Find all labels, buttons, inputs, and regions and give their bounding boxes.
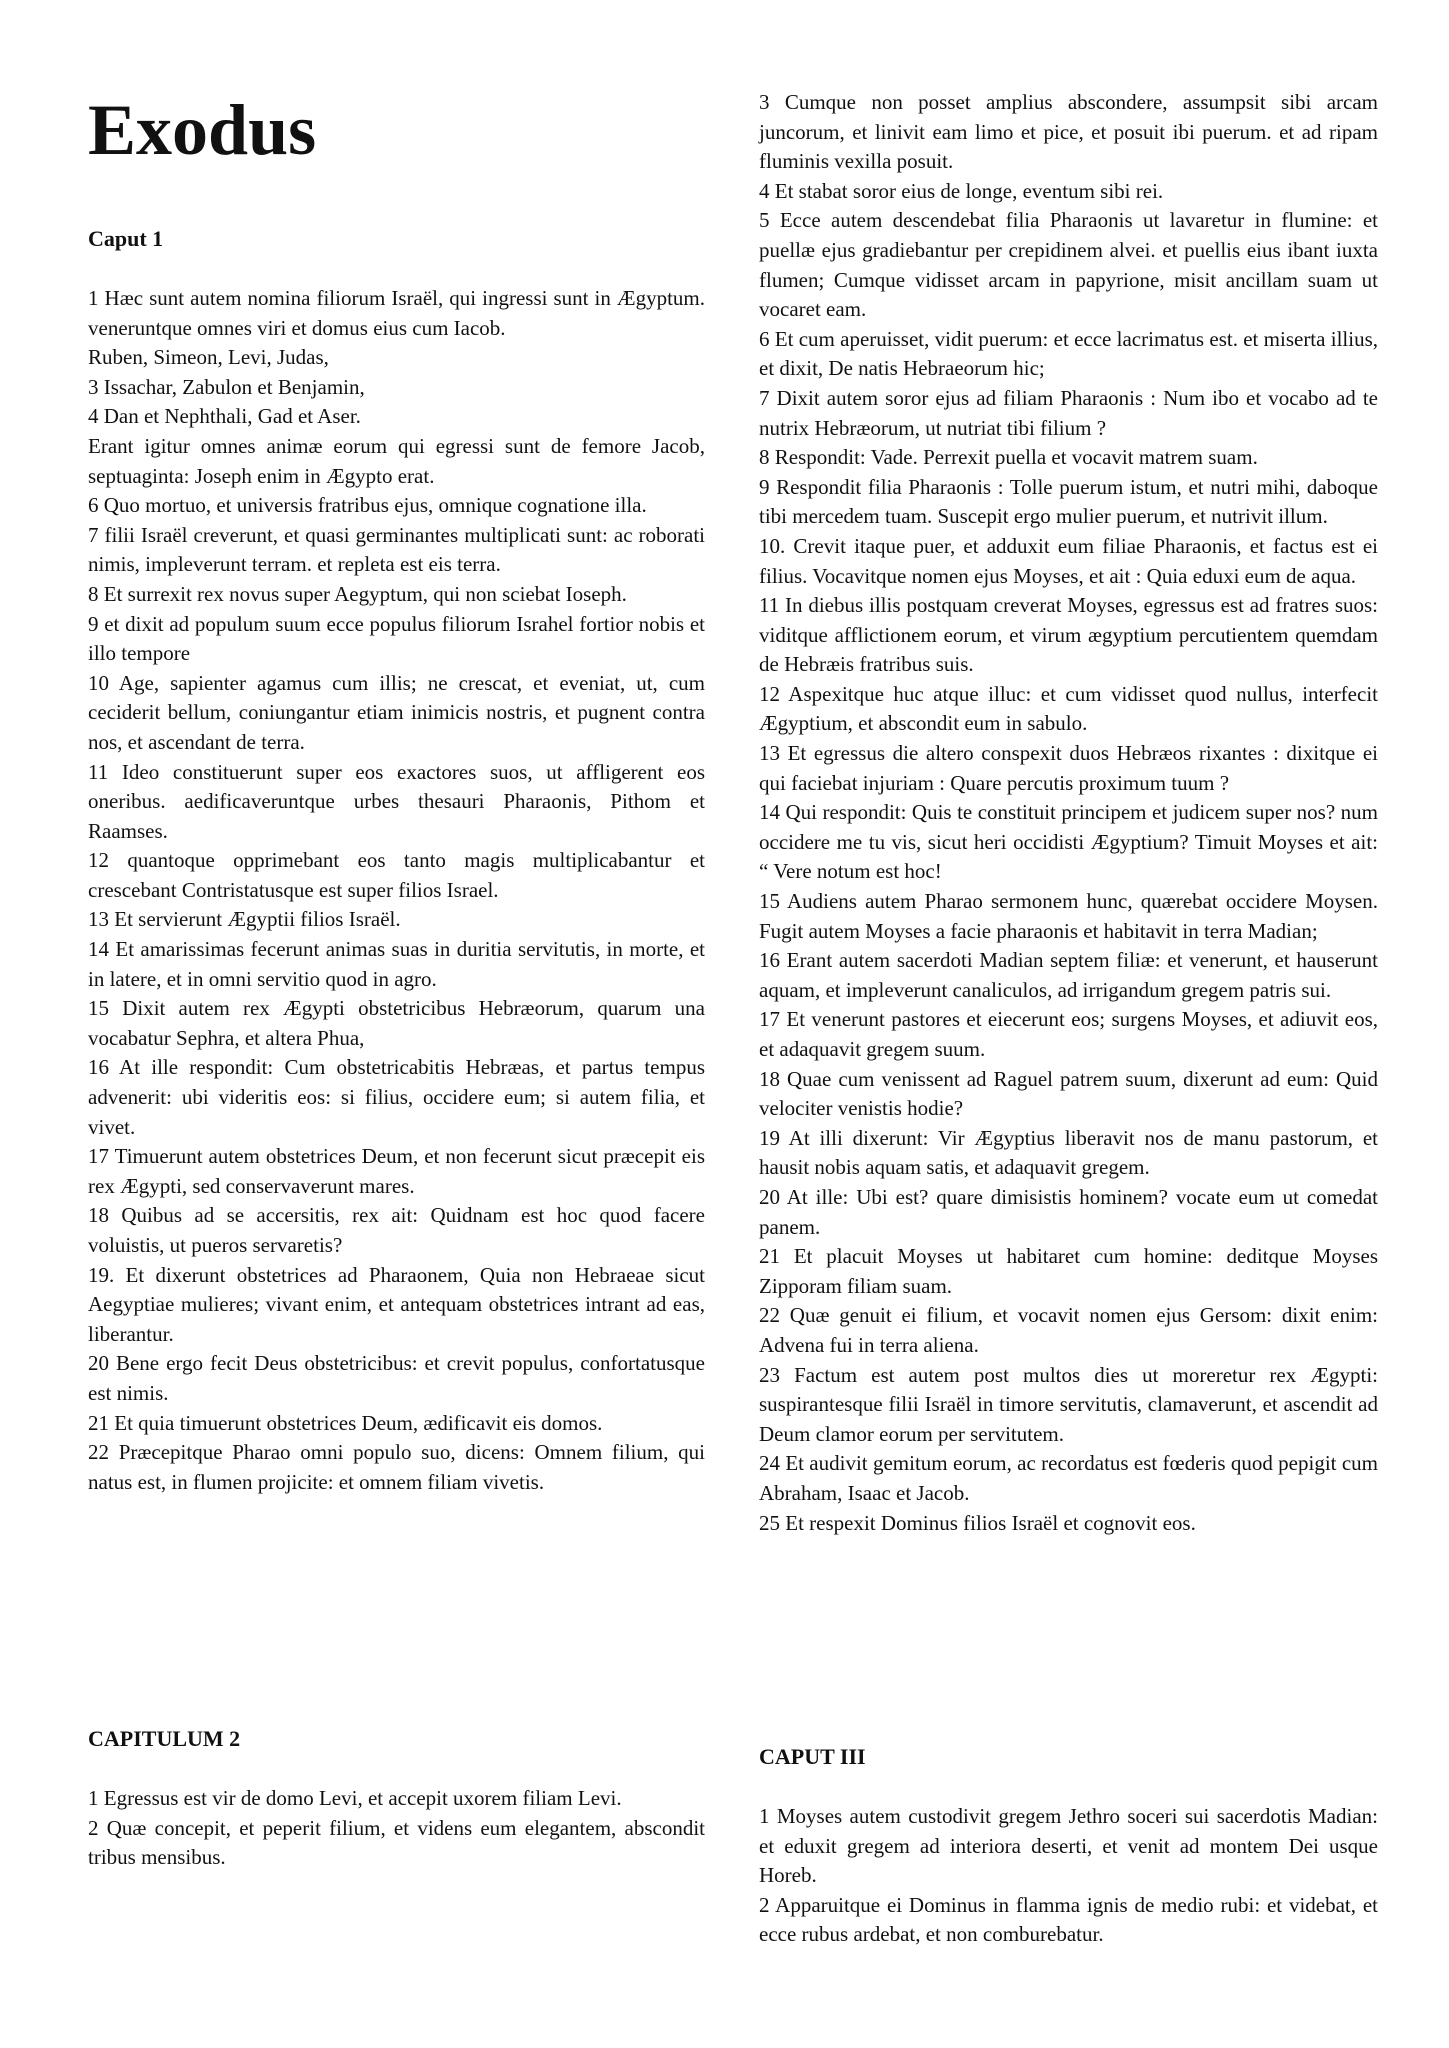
- verse: 15 Audiens autem Pharao sermonem hunc, quærebat occidere Moysen. Fugit autem Moyses a facie pharaonis et habitavit in terra Madian;: [759, 889, 1378, 943]
- verse: 21 Et placuit Moyses ut habitaret cum homine: deditque Moyses Zipporam filiam suam.: [759, 1244, 1378, 1298]
- verse: 15 Dixit autem rex Ægypti obstetricibus Hebræorum, quarum una vocabatur Sephra, et altera Phua,: [88, 996, 705, 1050]
- chapter-3-heading: CAPUT III: [759, 1744, 866, 1769]
- verse: 3 Issachar, Zabulon et Benjamin,: [88, 374, 365, 399]
- verse: 13 Et servierunt Ægyptii filios Israël.: [88, 907, 401, 932]
- verse: 7 Dixit autem soror ejus ad filiam Pharaonis : Num ibo et vocabo ad te nutrix Hebræorum, ut nutriat tibi filium ?: [759, 385, 1378, 440]
- verse: 22 Quæ genuit ei filium, et vocavit nomen ejus Gersom: dixit enim: Advena fui in terra aliena.: [759, 1303, 1378, 1357]
- chapter-2-heading: CAPITULUM 2: [88, 1726, 241, 1751]
- verse: 4 Et stabat soror eius de longe, eventum sibi rei.: [759, 178, 1164, 203]
- verse: 21 Et quia timuerunt obstetrices Deum, ædificavit eis domos.: [88, 1410, 603, 1435]
- verse: 18 Quibus ad se accersitis, rex ait: Quidnam est hoc quod facere voluistis, ut pueros servaretis?: [88, 1203, 705, 1257]
- verse: 8 Et surrexit rex novus super Aegyptum, qui non sciebat Ioseph.: [88, 581, 627, 606]
- verse: 12 Aspexitque huc atque illuc: et cum vidisset quod nullus, interfecit Ægyptium, et abscondit eum in sabulo.: [759, 681, 1378, 736]
- verse: 1 Egressus est vir de domo Levi, et accepit uxorem filiam Levi.: [88, 1786, 622, 1810]
- verse: Erant igitur omnes animæ eorum qui egressi sunt de femore Jacob, septuaginta: Joseph enim in Ægypto erat.: [88, 433, 705, 488]
- chapter-2-verses-right: [759, 88, 1378, 1538]
- verse: 22 Præcepitque Pharao omni populo suo, dicens: Omnem filium, qui natus est, in flumen projicite: et omnem filiam vivetis.: [88, 1440, 705, 1494]
- verse: 5 Ecce autem descendebat filia Pharaonis ut lavaretur in flumine: et puellæ ejus gradiebantur per crepidinem alvei. et puellis eius ibant iuxta flumen; Cumque vidisset arcam in papyrione, misit ancillam suam ut vocaret eam.: [759, 208, 1378, 322]
- verse: 19. Et dixerunt obstetrices ad Pharaonem, Quia non Hebraeae sicut Aegyptiae mulieres; vivant enim, et antequam obstetrices intrant ad eas, liberantur.: [88, 1262, 705, 1346]
- verse: 1 Hæc sunt autem nomina filiorum Israël, qui ingressi sunt in Ægyptum. veneruntque omnes viri et domus eius cum Iacob.: [88, 286, 705, 340]
- verse: 16 At ille respondit: Cum obstetricabitis Hebræas, et partus tempus advenerit: ubi videritis eos: si filius, occidere eum; si autem filia, et vivet.: [88, 1055, 705, 1139]
- verse: 25 Et respexit Dominus filios Israël et cognovit eos.: [759, 1510, 1196, 1535]
- chapter-2-verses-left: [88, 1784, 705, 1873]
- verse: 17 Timuerunt autem obstetrices Deum, et non fecerunt sicut præcepit eis rex Ægypti, sed conservaverunt mares.: [88, 1144, 705, 1198]
- verse: 3 Cumque non posset amplius abscondere, assumpsit sibi arcam juncorum, et linivit eam limo et pice, et posuit ibi puerum. et ad ripam fluminis vexilla posuit.: [759, 90, 1378, 174]
- verse: 12 quantoque opprimebant eos tanto magis multiplicabantur et crescebant Contristatusque est super filios Israel.: [88, 848, 705, 902]
- verse: 19 At illi dixerunt: Vir Ægyptius liberavit nos de manu pastorum, et hausit nobis aquam satis, et adaquavit gregem.: [759, 1125, 1378, 1180]
- verse: 9 et dixit ad populum suum ecce populus filiorum Israhel fortior nobis et illo tempore: [88, 611, 705, 666]
- verse: 6 Et cum aperuisset, vidit puerum: et ecce lacrimatus est. et miserta illius, et dixit, De natis Hebraeorum hic;: [759, 326, 1378, 381]
- verse: 6 Quo mortuo, et universis fratribus ejus, omnique cognatione illa.: [88, 493, 647, 518]
- verse: 16 Erant autem sacerdoti Madian septem filiæ: et venerunt, et hauserunt aquam, et impleverunt canaliculos, ad irrigandum gregem patris sui.: [759, 948, 1378, 1002]
- verse: 1 Moyses autem custodivit gregem Jethro soceri sui sacerdotis Madian: et eduxit gregem ad interiora deserti, et venit ad montem Dei usque Horeb.: [759, 1804, 1378, 1888]
- chapter-1-verses: [88, 284, 705, 1497]
- verse: 14 Et amarissimas fecerunt animas suas in duritia servitutis, in morte, et in latere, et in omni servitio quod in agro.: [88, 937, 705, 991]
- document-title: Exodus: [88, 90, 317, 170]
- verse: 14 Qui respondit: Quis te constituit principem et judicem super nos? num occidere me tu vis, sicut heri occidisti Ægyptium? Timuit Moyses et ait: “ Vere notum est hoc!: [759, 800, 1378, 884]
- verse: 4 Dan et Nephthali, Gad et Aser.: [88, 404, 361, 429]
- verse: 23 Factum est autem post multos dies ut moreretur rex Ægypti: suspirantesque filii Israël in timore servitutis, clamaverunt, et ascendit ad Deum clamor eorum per servitutem.: [759, 1362, 1378, 1446]
- verse: 8 Respondit: Vade. Perrexit puella et vocavit matrem suam.: [759, 445, 1258, 470]
- verse: 11 Ideo constituerunt super eos exactores suos, ut affligerent eos oneribus. aedificaveruntque urbes thesauri Pharaonis, Pithom et Raamses.: [88, 759, 705, 843]
- verse: 18 Quae cum venissent ad Raguel patrem suum, dixerunt ad eum: Quid velociter venistis hodie?: [759, 1066, 1378, 1121]
- verse: 10 Age, sapienter agamus cum illis; ne crescat, et eveniat, ut, cum ceciderit bellum, coniungantur etiam inimicis nostris, et pugnent contra nos, et ascendant de terra.: [88, 670, 705, 754]
- verse: 24 Et audivit gemitum eorum, ac recordatus est fœderis quod pepigit cum Abraham, Isaac et Jacob.: [759, 1451, 1378, 1505]
- chapter-1-heading: Caput 1: [88, 226, 164, 251]
- verse: 7 filii Israël creverunt, et quasi germinantes multiplicati sunt: ac roborati nimis, impleverunt terram. et repleta est eis terra.: [88, 522, 705, 577]
- verse: 17 Et venerunt pastores et eiecerunt eos; surgens Moyses, et adiuvit eos, et adaquavit gregem suum.: [759, 1007, 1378, 1061]
- verse: 9 Respondit filia Pharaonis : Tolle puerum istum, et nutri mihi, daboque tibi mercedem tuam. Suscepit ergo mulier puerum, et nutrivit illum.: [759, 474, 1378, 529]
- verse: 2 Apparuitque ei Dominus in flamma ignis de medio rubi: et videbat, et ecce rubus ardebat, et non comburebatur.: [759, 1892, 1378, 1947]
- verse: 10. Crevit itaque puer, et adduxit eum filiae Pharaonis, et factus est ei filius. Vocavitque nomen ejus Moyses, et ait : Quia eduxi eum de aqua.: [759, 533, 1378, 588]
- verse: 11 In diebus illis postquam creverat Moyses, egressus est ad fratres suos: viditque afflictionem eorum, et virum ægyptium percutientem quemdam de Hebræis fratribus suis.: [759, 593, 1378, 677]
- verse: 2 Quæ concepit, et peperit filium, et videns eum elegantem, abscondit tribus mensibus.: [88, 1815, 705, 1870]
- verse: 20 Bene ergo fecit Deus obstetricibus: et crevit populus, confortatusque est nimis.: [88, 1351, 705, 1405]
- chapter-3-verses: [759, 1802, 1378, 1950]
- verse: 20 At ille: Ubi est? quare dimisistis hominem? vocate eum ut comedat panem.: [759, 1184, 1378, 1239]
- verse: Ruben, Simeon, Levi, Judas,: [88, 345, 329, 370]
- verse: 13 Et egressus die altero conspexit duos Hebræos rixantes : dixitque ei qui faciebat injuriam : Quare percutis proximum tuum ?: [759, 741, 1378, 795]
